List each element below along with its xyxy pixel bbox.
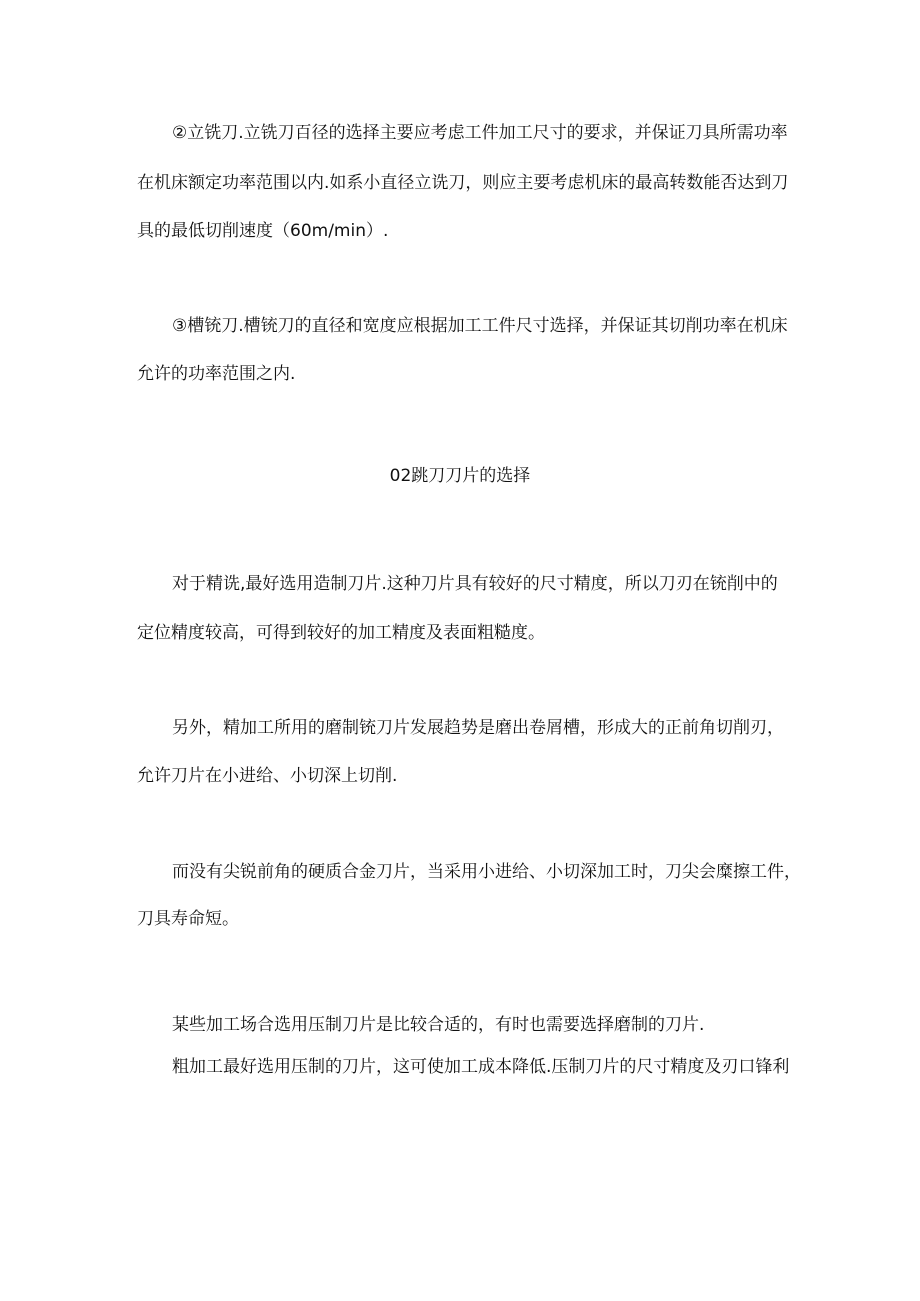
paragraph-5-line-2: 刀具寿命短。 — [137, 909, 239, 929]
paragraph-4-line-2: 允许刀片在小进给、小切深上切削. — [137, 766, 398, 786]
paragraph-5-line-1: 而没有尖锐前角的硬质合金刀片，当采用小进给、小切深加工时，刀尖会糜擦工件， — [172, 862, 801, 882]
section-heading: 02跳刀刀片的选择 — [389, 466, 531, 486]
paragraph-2-line-2: 允许的功率范围之内. — [137, 364, 296, 384]
paragraph-1-line-3: 具的最低切削速度（60m∕min）. — [137, 221, 389, 241]
paragraph-2-line-1: ③槽铳刀.槽铳刀的直径和宽度应根据加工工件尺寸选择，并保证其切削功率在机床 — [172, 316, 788, 336]
paragraph-4-line-1: 另外，精加工所用的磨制铳刀片发展趋势是磨出卷屑槽，形成大的正前角切削刃， — [172, 718, 784, 738]
paragraph-7-line-1: 粗加工最好选用压制的刀片，这可使加工成本降低.压制刀片的尺寸精度及刃口锋利 — [172, 1057, 790, 1077]
paragraph-6-line-1: 某些加工场合选用压制刀片是比较合适的，有时也需要选择磨制的刀片. — [172, 1015, 705, 1035]
paragraph-3-line-1: 对于精诜,最好选用造制刀片.这种刀片具有较好的尺寸精度，所以刀刃在铳削中的 — [172, 574, 778, 594]
paragraph-3-line-2: 定位精度较高，可得到较好的加工精度及表面粗糙度。 — [137, 623, 545, 643]
paragraph-1-line-2: 在机床额定功率范围以内.如系小直径立诜刀，则应主要考虑机床的最高转数能否达到刀 — [137, 173, 789, 193]
paragraph-1-line-1: ②立铣刀.立铣刀百径的选择主要应考虑工件加工尺寸的要求，并保证刀具所需功率 — [172, 123, 788, 143]
